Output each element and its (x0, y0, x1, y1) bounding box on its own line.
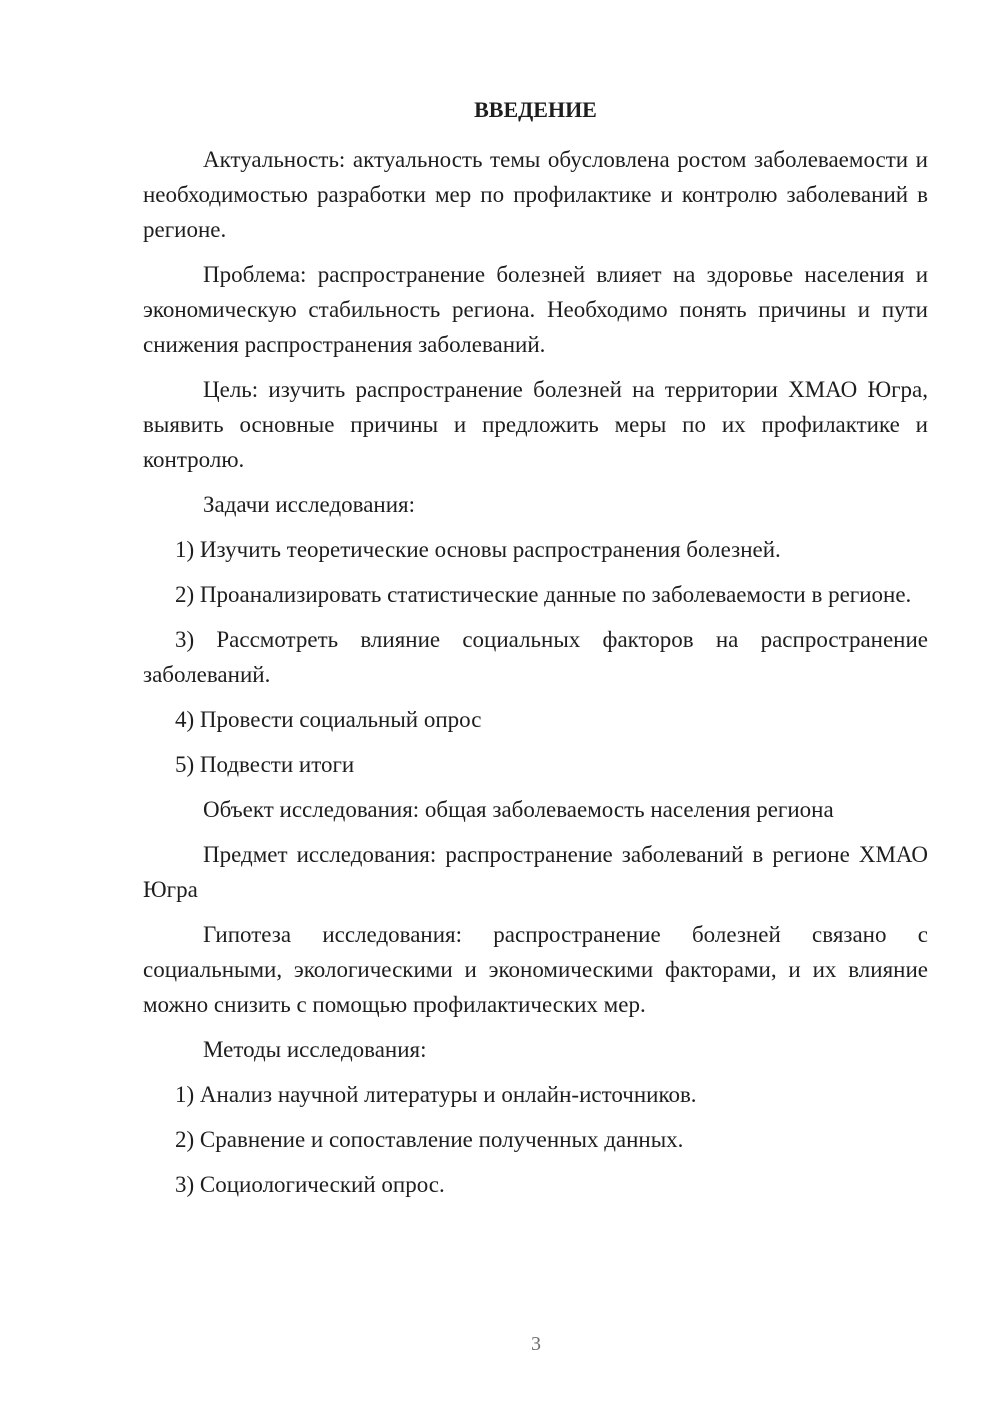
task-item: 4) Провести социальный опрос (175, 707, 482, 732)
problem-paragraph: Проблема: распространение болезней влияет на здоровье населения и экономическую стабильность региона. Необходимо понять причины и пути снижения распространения заболеваний. (143, 262, 928, 357)
relevance-paragraph: Актуальность: актуальность темы обусловлена ростом заболеваемости и необходимостью разработки мер по профилактике и контролю заболеваний в регионе. (143, 147, 928, 242)
goal-paragraph: Цель: изучить распространение болезней на территории ХМАО Югра, выявить основные причины и предложить меры по их профилактике и контролю. (143, 377, 928, 472)
hypothesis-paragraph: Гипотеза исследования: распространение болезней связано с социальными, экологическими и экономическими факторами, и их влияние можно снизить с помощью профилактических мер. (143, 922, 928, 1017)
subject-paragraph: Предмет исследования: распространение заболеваний в регионе ХМАО Югра (143, 842, 928, 902)
method-item: 3) Социологический опрос. (175, 1172, 445, 1197)
methods-heading: Методы исследования: (203, 1037, 427, 1062)
tasks-heading: Задачи исследования: (203, 492, 416, 517)
object-paragraph: Объект исследования: общая заболеваемость населения региона (203, 797, 834, 822)
page-content (143, 94, 928, 1212)
task-item: 2) Проанализировать статистические данные по заболеваемости в регионе. (175, 582, 912, 607)
task-item: 1) Изучить теоретические основы распространения болезней. (175, 537, 781, 562)
page-title: ВВЕДЕНИЕ (474, 97, 597, 122)
method-item: 2) Сравнение и сопоставление полученных данных. (175, 1127, 684, 1152)
task-item: 3) Рассмотреть влияние социальных факторов на распространение заболеваний. (143, 627, 928, 687)
task-item: 5) Подвести итоги (175, 752, 355, 777)
method-item: 1) Анализ научной литературы и онлайн-источников. (175, 1082, 697, 1107)
page-number: 3 (531, 1333, 541, 1355)
